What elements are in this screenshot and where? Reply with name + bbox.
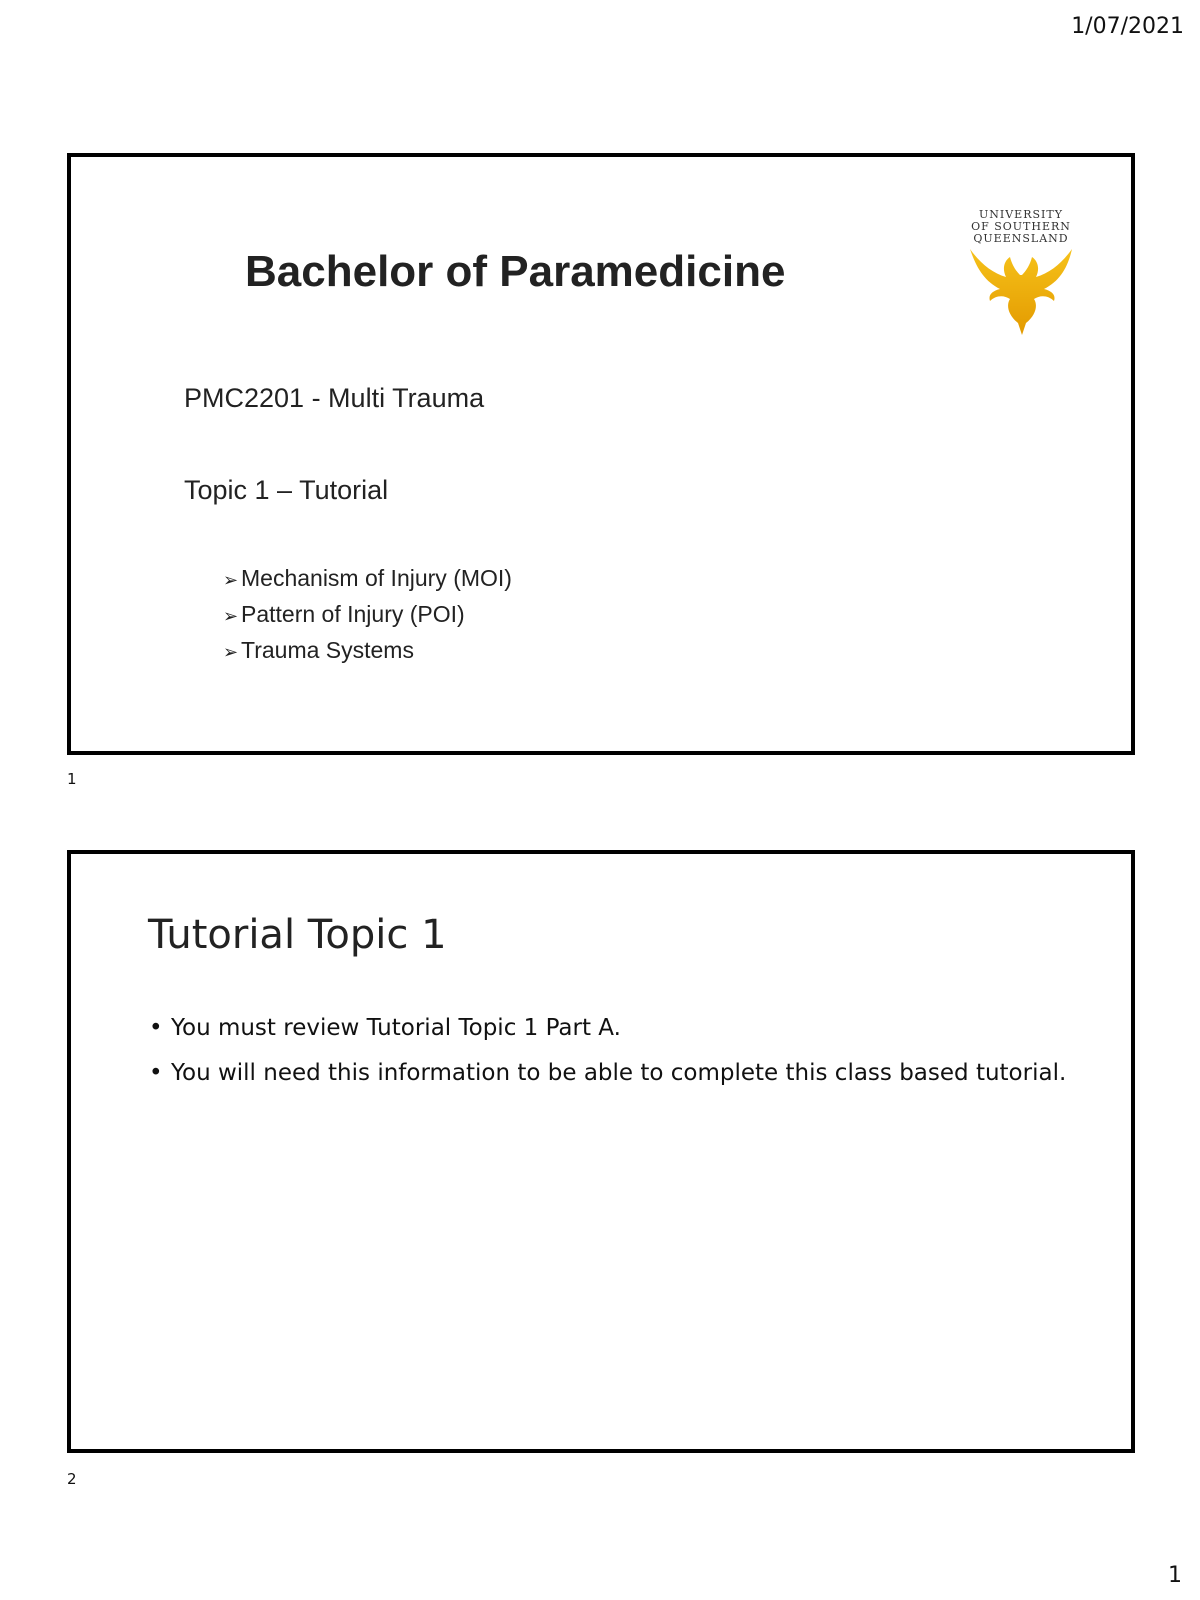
- page-date: 1/07/2021: [1071, 14, 1184, 39]
- list-item: [149, 1057, 1069, 1090]
- list-item-text: You will need this information to be able to complete this class based tutorial.: [171, 1060, 1067, 1086]
- page-number: 1: [1168, 1563, 1182, 1588]
- list-item-text: Pattern of Injury (POI): [241, 601, 465, 627]
- slide-2-title: Tutorial Topic 1: [148, 912, 447, 958]
- slide-1-title: Bachelor of Paramedicine: [245, 247, 786, 296]
- phoenix-icon: [966, 245, 1076, 337]
- round-bullet-icon: •: [149, 1060, 163, 1086]
- arrowhead-bullet-icon: ➢: [223, 642, 239, 662]
- slide-1: [67, 153, 1135, 755]
- bullet-list: [149, 1012, 1069, 1102]
- logo-line-2: OF SOUTHERN: [971, 220, 1071, 233]
- logo-line-3: QUEENSLAND: [973, 232, 1069, 245]
- arrowhead-bullet-icon: ➢: [223, 570, 239, 590]
- course-code: PMC2201 - Multi Trauma: [184, 383, 485, 413]
- list-item-text: Mechanism of Injury (MOI): [241, 565, 512, 591]
- list-item: [149, 1012, 1069, 1045]
- slide-2: [67, 850, 1135, 1453]
- slide-1-number: 1: [67, 770, 77, 788]
- list-item: [223, 597, 512, 633]
- topic-heading: Topic 1 – Tutorial: [184, 475, 389, 505]
- topic-list: [223, 561, 512, 669]
- slide-2-number: 2: [67, 1470, 77, 1488]
- list-item: [223, 633, 512, 669]
- round-bullet-icon: •: [149, 1015, 163, 1041]
- list-item-text: Trauma Systems: [241, 637, 414, 663]
- university-logo: [966, 209, 1076, 343]
- list-item-text: You must review Tutorial Topic 1 Part A.: [171, 1015, 621, 1041]
- logo-line-1: UNIVERSITY: [979, 208, 1063, 221]
- logo-wordmark: [966, 209, 1076, 245]
- arrowhead-bullet-icon: ➢: [223, 606, 239, 626]
- list-item: [223, 561, 512, 597]
